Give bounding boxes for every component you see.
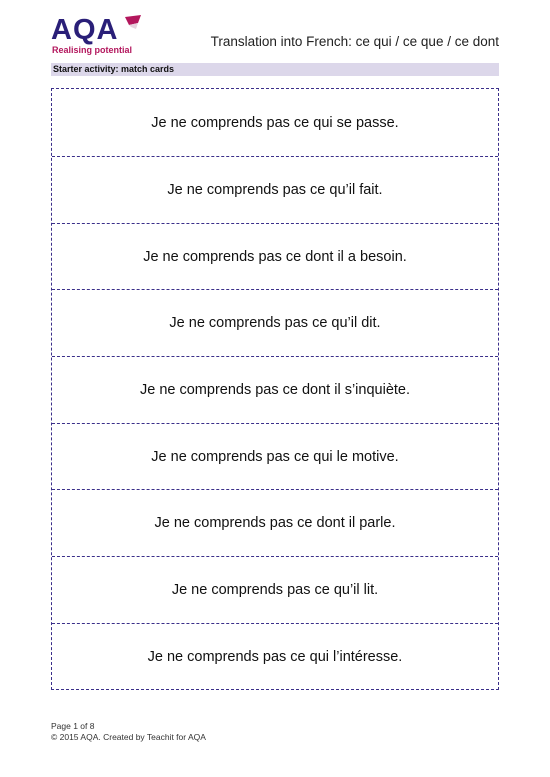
page-footer <box>51 721 206 743</box>
match-card <box>52 223 498 290</box>
match-card <box>52 356 498 423</box>
card-text: Je ne comprends pas ce dont il parle. <box>154 515 396 531</box>
logo-tagline: Realising potential <box>52 45 133 55</box>
card-text: Je ne comprends pas ce dont il s’inquiète. <box>139 382 411 398</box>
match-card <box>52 89 498 156</box>
copyright-notice: © 2015 AQA. Created by Teachit for AQA <box>51 732 206 742</box>
section-header-bar <box>51 63 499 76</box>
page-number: Page 1 of 8 <box>51 721 95 731</box>
card-text: Je ne comprends pas ce qu’il dit. <box>169 315 381 331</box>
card-text: Je ne comprends pas ce qu’il lit. <box>171 582 379 598</box>
match-card <box>52 623 498 690</box>
card-text: Je ne comprends pas ce qu’il fait. <box>167 182 383 198</box>
match-card <box>52 489 498 556</box>
match-card <box>52 556 498 623</box>
match-card <box>52 289 498 356</box>
logo-swoosh-icon <box>123 14 143 34</box>
card-text: Je ne comprends pas ce qui l’intéresse. <box>147 649 403 665</box>
section-label: Starter activity: match cards <box>53 64 175 74</box>
card-text: Je ne comprends pas ce qui le motive. <box>151 449 399 465</box>
card-text: Je ne comprends pas ce qui se passe. <box>151 114 399 131</box>
match-card <box>52 156 498 223</box>
match-cards-table <box>51 88 499 690</box>
aqa-logo <box>51 14 151 58</box>
match-card <box>52 423 498 490</box>
logo-wordmark: AQA <box>51 14 119 46</box>
document-title: Translation into French: ce qui / ce que / ce dont <box>210 34 499 49</box>
card-text: Je ne comprends pas ce dont il a besoin. <box>143 249 407 265</box>
